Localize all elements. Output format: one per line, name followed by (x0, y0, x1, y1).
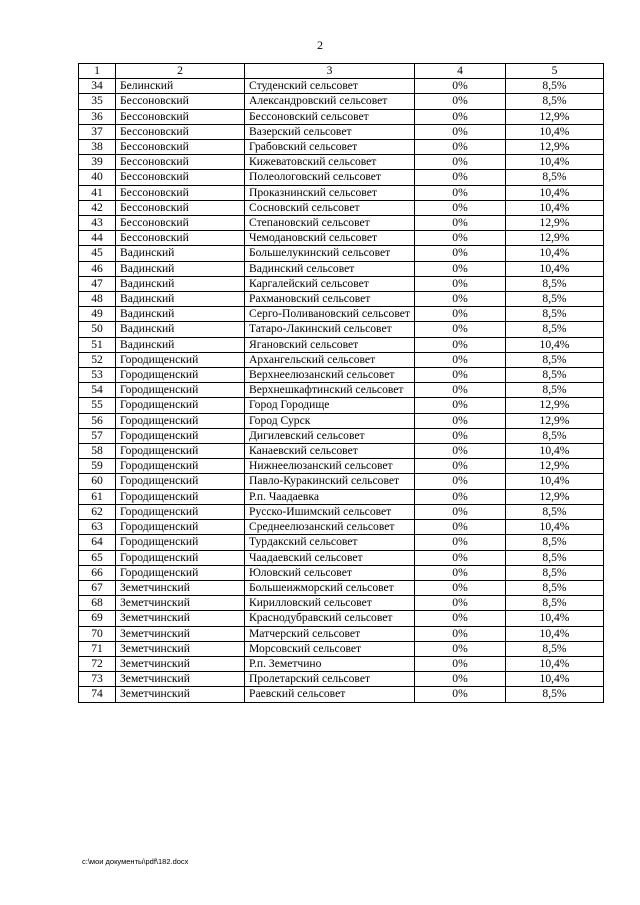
district-name: Бессоновский (116, 124, 245, 139)
municipality-name: Нижнеелюзанский сельсовет (245, 459, 415, 474)
data-table (78, 63, 604, 703)
table-row (79, 79, 604, 94)
rate-1: 0% (415, 611, 506, 626)
rate-1: 0% (415, 565, 506, 580)
municipality-name: Вазерский сельсовет (245, 124, 415, 139)
municipality-name: Бессоновский сельсовет (245, 109, 415, 124)
rate-2: 10,4% (506, 520, 604, 535)
row-number: 65 (79, 550, 116, 565)
rate-1: 0% (415, 231, 506, 246)
table-row (79, 504, 604, 519)
table-row (79, 687, 604, 702)
district-name: Белинский (116, 79, 245, 94)
table-row (79, 155, 604, 170)
rate-1: 0% (415, 94, 506, 109)
table-body (79, 64, 604, 703)
table-row (79, 185, 604, 200)
row-number: 70 (79, 626, 116, 641)
row-number: 52 (79, 352, 116, 367)
row-number: 34 (79, 79, 116, 94)
rate-2: 8,5% (506, 550, 604, 565)
table-row (79, 352, 604, 367)
rate-2: 8,5% (506, 79, 604, 94)
municipality-name: Студенский сельсовет (245, 79, 415, 94)
row-number: 36 (79, 109, 116, 124)
row-number: 57 (79, 428, 116, 443)
rate-1: 0% (415, 687, 506, 702)
row-number: 54 (79, 383, 116, 398)
table-row (79, 459, 604, 474)
district-name: Вадинский (116, 307, 245, 322)
row-number: 38 (79, 140, 116, 155)
rate-1: 0% (415, 79, 506, 94)
municipality-name: Город Городище (245, 398, 415, 413)
row-number: 46 (79, 261, 116, 276)
district-name: Вадинский (116, 322, 245, 337)
table-row (79, 276, 604, 291)
row-number: 60 (79, 474, 116, 489)
district-name: Городищенский (116, 459, 245, 474)
rate-1: 0% (415, 428, 506, 443)
row-number: 43 (79, 216, 116, 231)
table-row (79, 641, 604, 656)
district-name: Земетчинский (116, 596, 245, 611)
district-name: Земетчинский (116, 611, 245, 626)
district-name: Городищенский (116, 352, 245, 367)
rate-2: 10,4% (506, 155, 604, 170)
table-row (79, 413, 604, 428)
rate-1: 0% (415, 292, 506, 307)
municipality-name: Большелукинский сельсовет (245, 246, 415, 261)
district-name: Городищенский (116, 474, 245, 489)
municipality-name: Русско-Ишимский сельсовет (245, 504, 415, 519)
district-name: Вадинский (116, 246, 245, 261)
rate-1: 0% (415, 276, 506, 291)
rate-1: 0% (415, 352, 506, 367)
table-row (79, 322, 604, 337)
row-number: 58 (79, 444, 116, 459)
rate-2: 8,5% (506, 596, 604, 611)
rate-1: 0% (415, 459, 506, 474)
rate-2: 10,4% (506, 672, 604, 687)
municipality-name: Сосновский сельсовет (245, 200, 415, 215)
district-name: Городищенский (116, 398, 245, 413)
rate-2: 10,4% (506, 261, 604, 276)
rate-2: 8,5% (506, 504, 604, 519)
row-number: 50 (79, 322, 116, 337)
district-name: Бессоновский (116, 185, 245, 200)
district-name: Земетчинский (116, 672, 245, 687)
municipality-name: Павло-Куракинский сельсовет (245, 474, 415, 489)
table-row (79, 261, 604, 276)
rate-2: 12,9% (506, 231, 604, 246)
district-name: Бессоновский (116, 94, 245, 109)
row-number: 44 (79, 231, 116, 246)
municipality-name: Полеологовский сельсовет (245, 170, 415, 185)
municipality-name: Р.п. Земетчино (245, 656, 415, 671)
row-number: 42 (79, 200, 116, 215)
row-number: 35 (79, 94, 116, 109)
table-row (79, 535, 604, 550)
rate-2: 8,5% (506, 307, 604, 322)
rate-1: 0% (415, 155, 506, 170)
row-number: 41 (79, 185, 116, 200)
table-row (79, 398, 604, 413)
row-number: 72 (79, 656, 116, 671)
municipality-name: Морсовский сельсовет (245, 641, 415, 656)
municipality-name: Кижеватовский сельсовет (245, 155, 415, 170)
rate-1: 0% (415, 307, 506, 322)
rate-1: 0% (415, 641, 506, 656)
rate-2: 12,9% (506, 489, 604, 504)
rate-2: 8,5% (506, 170, 604, 185)
table-row (79, 140, 604, 155)
row-number: 66 (79, 565, 116, 580)
municipality-name: Чемодановский сельсовет (245, 231, 415, 246)
table-row (79, 246, 604, 261)
rate-1: 0% (415, 200, 506, 215)
rate-1: 0% (415, 626, 506, 641)
row-number: 49 (79, 307, 116, 322)
district-name: Вадинский (116, 337, 245, 352)
rate-2: 8,5% (506, 565, 604, 580)
rate-1: 0% (415, 444, 506, 459)
rate-2: 12,9% (506, 398, 604, 413)
rate-2: 10,4% (506, 626, 604, 641)
rate-1: 0% (415, 596, 506, 611)
table-row (79, 611, 604, 626)
municipality-name: Раевский сельсовет (245, 687, 415, 702)
municipality-name: Р.п. Чаадаевка (245, 489, 415, 504)
row-number: 39 (79, 155, 116, 170)
rate-1: 0% (415, 140, 506, 155)
district-name: Бессоновский (116, 200, 245, 215)
rate-2: 10,4% (506, 656, 604, 671)
municipality-name: Дигилевский сельсовет (245, 428, 415, 443)
rate-2: 10,4% (506, 124, 604, 139)
district-name: Городищенский (116, 428, 245, 443)
rate-2: 10,4% (506, 444, 604, 459)
district-name: Городищенский (116, 550, 245, 565)
district-name: Бессоновский (116, 140, 245, 155)
rate-2: 8,5% (506, 322, 604, 337)
rate-2: 8,5% (506, 94, 604, 109)
row-number: 59 (79, 459, 116, 474)
table-row (79, 200, 604, 215)
district-name: Бессоновский (116, 216, 245, 231)
row-number: 56 (79, 413, 116, 428)
municipality-name: Рахмановский сельсовет (245, 292, 415, 307)
district-name: Земетчинский (116, 626, 245, 641)
district-name: Вадинский (116, 276, 245, 291)
rate-1: 0% (415, 580, 506, 595)
district-name: Городищенский (116, 535, 245, 550)
district-name: Городищенский (116, 413, 245, 428)
district-name: Бессоновский (116, 170, 245, 185)
rate-2: 10,4% (506, 474, 604, 489)
rate-2: 8,5% (506, 292, 604, 307)
district-name: Бессоновский (116, 109, 245, 124)
rate-2: 8,5% (506, 368, 604, 383)
municipality-name: Канаевский сельсовет (245, 444, 415, 459)
row-number: 69 (79, 611, 116, 626)
table-row (79, 520, 604, 535)
row-number: 48 (79, 292, 116, 307)
table-row (79, 368, 604, 383)
district-name: Земетчинский (116, 687, 245, 702)
table-row (79, 444, 604, 459)
municipality-name: Верхнеелюзанский сельсовет (245, 368, 415, 383)
table-row (79, 474, 604, 489)
column-header-5: 5 (506, 64, 604, 79)
rate-1: 0% (415, 398, 506, 413)
row-number: 67 (79, 580, 116, 595)
table-row (79, 170, 604, 185)
rate-1: 0% (415, 170, 506, 185)
rate-1: 0% (415, 322, 506, 337)
municipality-name: Ягановский сельсовет (245, 337, 415, 352)
table-row (79, 231, 604, 246)
table-row (79, 383, 604, 398)
table-row (79, 626, 604, 641)
district-name: Городищенский (116, 383, 245, 398)
municipality-name: Грабовский сельсовет (245, 140, 415, 155)
table-row (79, 94, 604, 109)
row-number: 64 (79, 535, 116, 550)
column-header-2: 2 (116, 64, 245, 79)
rate-2: 10,4% (506, 185, 604, 200)
row-number: 71 (79, 641, 116, 656)
district-name: Земетчинский (116, 580, 245, 595)
district-name: Бессоновский (116, 231, 245, 246)
district-name: Городищенский (116, 565, 245, 580)
column-header-4: 4 (415, 64, 506, 79)
table-row (79, 307, 604, 322)
table-row (79, 596, 604, 611)
rate-1: 0% (415, 489, 506, 504)
rate-1: 0% (415, 474, 506, 489)
table-row (79, 489, 604, 504)
table-row (79, 337, 604, 352)
district-name: Земетчинский (116, 641, 245, 656)
rate-1: 0% (415, 413, 506, 428)
row-number: 37 (79, 124, 116, 139)
municipality-name: Юловский сельсовет (245, 565, 415, 580)
municipality-name: Верхнешкафтинский сельсовет (245, 383, 415, 398)
municipality-name: Вадинский сельсовет (245, 261, 415, 276)
table-row (79, 550, 604, 565)
rate-1: 0% (415, 246, 506, 261)
row-number: 62 (79, 504, 116, 519)
municipality-name: Александровский сельсовет (245, 94, 415, 109)
municipality-name: Среднеелюзанский сельсовет (245, 520, 415, 535)
rate-1: 0% (415, 124, 506, 139)
rate-1: 0% (415, 656, 506, 671)
district-name: Городищенский (116, 520, 245, 535)
municipality-name: Большеижморский сельсовет (245, 580, 415, 595)
table-row (79, 580, 604, 595)
municipality-name: Кирилловский сельсовет (245, 596, 415, 611)
district-name: Городищенский (116, 368, 245, 383)
rate-1: 0% (415, 550, 506, 565)
municipality-name: Турдакский сельсовет (245, 535, 415, 550)
municipality-name: Степановский сельсовет (245, 216, 415, 231)
row-number: 51 (79, 337, 116, 352)
rate-2: 10,4% (506, 337, 604, 352)
municipality-name: Татаро-Лакинский сельсовет (245, 322, 415, 337)
municipality-name: Матчерский сельсовет (245, 626, 415, 641)
rate-2: 10,4% (506, 611, 604, 626)
rate-1: 0% (415, 504, 506, 519)
table-row (79, 656, 604, 671)
rate-2: 12,9% (506, 459, 604, 474)
table-row (79, 565, 604, 580)
rate-2: 12,9% (506, 109, 604, 124)
table-row (79, 216, 604, 231)
rate-2: 10,4% (506, 200, 604, 215)
row-number: 47 (79, 276, 116, 291)
district-name: Городищенский (116, 444, 245, 459)
table-row (79, 672, 604, 687)
rate-1: 0% (415, 672, 506, 687)
district-name: Земетчинский (116, 656, 245, 671)
row-number: 63 (79, 520, 116, 535)
row-number: 55 (79, 398, 116, 413)
table-row (79, 109, 604, 124)
row-number: 61 (79, 489, 116, 504)
table-header-row (79, 64, 604, 79)
district-name: Городищенский (116, 504, 245, 519)
rate-2: 12,9% (506, 413, 604, 428)
rate-1: 0% (415, 520, 506, 535)
rate-1: 0% (415, 216, 506, 231)
rate-2: 8,5% (506, 383, 604, 398)
rate-2: 12,9% (506, 216, 604, 231)
row-number: 53 (79, 368, 116, 383)
rate-2: 8,5% (506, 641, 604, 656)
district-name: Бессоновский (116, 155, 245, 170)
municipality-name: Архангельский сельсовет (245, 352, 415, 367)
row-number: 68 (79, 596, 116, 611)
municipality-name: Город Сурск (245, 413, 415, 428)
rate-2: 12,9% (506, 140, 604, 155)
table-row (79, 124, 604, 139)
rate-1: 0% (415, 383, 506, 398)
district-name: Городищенский (116, 489, 245, 504)
row-number: 74 (79, 687, 116, 702)
municipality-name: Серго-Поливановский сельсовет (245, 307, 415, 322)
municipality-name: Пролетарский сельсовет (245, 672, 415, 687)
table-row (79, 428, 604, 443)
column-header-3: 3 (245, 64, 415, 79)
rate-1: 0% (415, 337, 506, 352)
row-number: 40 (79, 170, 116, 185)
footer-file-path: c:\мои документы\pdf\182.docx (82, 857, 189, 866)
rate-1: 0% (415, 109, 506, 124)
municipality-name: Проказнинский сельсовет (245, 185, 415, 200)
rate-1: 0% (415, 185, 506, 200)
municipality-name: Чаадаевский сельсовет (245, 550, 415, 565)
district-name: Вадинский (116, 261, 245, 276)
row-number: 73 (79, 672, 116, 687)
column-header-1: 1 (79, 64, 116, 79)
rate-2: 8,5% (506, 428, 604, 443)
rate-2: 10,4% (506, 246, 604, 261)
municipality-name: Каргалейский сельсовет (245, 276, 415, 291)
rate-1: 0% (415, 368, 506, 383)
municipality-name: Краснодубравский сельсовет (245, 611, 415, 626)
rate-1: 0% (415, 535, 506, 550)
rate-2: 8,5% (506, 352, 604, 367)
rate-2: 8,5% (506, 687, 604, 702)
district-name: Вадинский (116, 292, 245, 307)
rate-1: 0% (415, 261, 506, 276)
rate-2: 8,5% (506, 580, 604, 595)
row-number: 45 (79, 246, 116, 261)
rate-2: 8,5% (506, 535, 604, 550)
table-row (79, 292, 604, 307)
rate-2: 8,5% (506, 276, 604, 291)
page-number: 2 (317, 38, 323, 52)
